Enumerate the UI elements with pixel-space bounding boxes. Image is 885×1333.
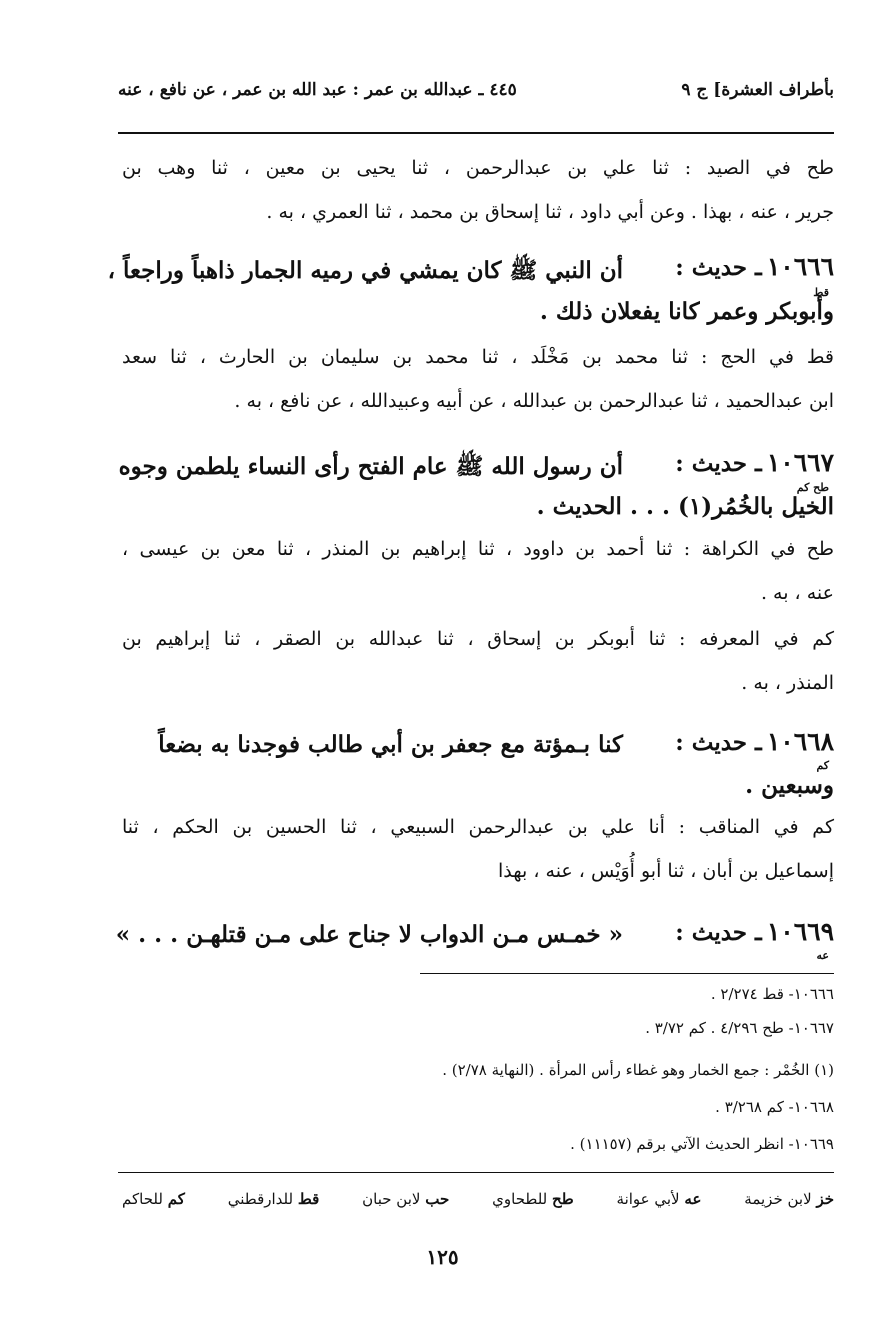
legend-name: لابن حبان [362, 1190, 421, 1208]
isnad-line: ابن عبدالحميد ، ثنا عبدالرحمن بن عبدالله ، عن أبيه وعبيدالله ، عن نافع ، به . [234, 390, 834, 412]
hadith-text-line: وسبعين . [745, 772, 834, 799]
hadith-heading [675, 252, 834, 281]
isnad-line: المنذر ، به . [741, 672, 834, 694]
hadith-heading [675, 727, 834, 756]
legend-entry [744, 1192, 834, 1207]
legend-code: خز [816, 1190, 834, 1208]
source-codes: قط [813, 286, 829, 299]
running-head-section: ٤٤٥ ـ عبدالله بن عمر : عبد الله بن عمر ، عن نافع ، عنه [118, 80, 517, 100]
hadith-number: ١٠٦٦٩ [766, 917, 834, 946]
abbreviation-legend [122, 1192, 834, 1207]
isnad-line: طح في الكراهة : ثنا أحمد بن داوود ، ثنا إبراهيم بن المنذر ، ثنا معن بن عيسى ، [122, 538, 834, 560]
source-codes: عه [816, 949, 829, 962]
footnote-rule [420, 973, 834, 974]
hadith-heading [675, 448, 834, 477]
footnote: ١٠٦٦٧- طح ٤/٢٩٦ . كم ٣/٧٢ . [645, 1019, 834, 1037]
legend-name: للحاكم [122, 1190, 163, 1208]
legend-name: لأبي عوانة [616, 1190, 680, 1208]
running-head-book: بأطراف العشرة] ج ٩ [681, 80, 834, 100]
legend-rule [118, 1172, 834, 1173]
hadith-text-line: وأبوبكر وعمر كانا يفعلان ذلك . [539, 298, 834, 325]
hadith-number: ١٠٦٦٨ [766, 727, 834, 756]
hadith-text-line: كنا بـمؤتة مع جعفر بن أبي طالب فوجدنا به بضعاً [158, 731, 623, 758]
footnote: ١٠٦٦٩- انظر الحديث الآتي برقم (١١١٥٧) . [570, 1135, 834, 1153]
footnote: ١٠٦٦٨- كم ٣/٢٦٨ . [715, 1098, 834, 1116]
hadith-label: ـ حديث : [675, 919, 762, 946]
legend-code: طح [552, 1190, 574, 1208]
isnad-line: عنه ، به . [760, 582, 834, 604]
legend-code: عه [684, 1190, 702, 1208]
source-codes: طح كم [796, 481, 829, 494]
legend-entry [617, 1192, 702, 1207]
isnad-line: طح في الصيد : ثنا علي بن عبدالرحمن ، ثنا يحيى بن معين ، ثنا وهب بن [122, 157, 834, 179]
legend-name: للدارقطني [227, 1190, 294, 1208]
source-codes: كم [816, 759, 829, 772]
header-rule [118, 132, 834, 134]
hadith-label: ـ حديث : [675, 254, 762, 281]
legend-name: لابن خزيمة [744, 1190, 812, 1208]
legend-name: للطحاوي [492, 1190, 548, 1208]
isnad-line: كم في المعرفه : ثنا أبوبكر بن إسحاق ، ثنا عبدالله بن الصقر ، ثنا إبراهيم بن [122, 628, 834, 650]
footnote: ١٠٦٦٦- قط ٢/٢٧٤ . [710, 985, 834, 1003]
isnad-line: كم في المناقب : أنا علي بن عبدالرحمن السبيعي ، ثنا الحسين بن الحكم ، ثنا [122, 816, 834, 838]
hadith-text-line: أن النبي ﷺ كان يمشي في رميه الجمار ذاهباً وراجعاً ، [107, 257, 623, 284]
hadith-heading [675, 917, 834, 946]
legend-entry [362, 1192, 449, 1207]
legend-entry [122, 1192, 185, 1207]
hadith-text-line: الخيل بالخُمُر(١) . . . الحديث . [536, 493, 834, 520]
hadith-label: ـ حديث : [675, 729, 762, 756]
legend-code: كم [167, 1190, 185, 1208]
isnad-line: إسماعيل بن أبان ، ثنا أبو أُوَيْس ، عنه ، بهذا [498, 860, 834, 882]
hadith-label: ـ حديث : [675, 450, 762, 477]
isnad-line: قط في الحج : ثنا محمد بن مَخْلَد ، ثنا محمد بن سليمان بن الحارث ، ثنا سعد [122, 346, 834, 368]
legend-code: قط [297, 1190, 320, 1208]
legend-entry [228, 1192, 320, 1207]
page-number: ١٢٥ [426, 1245, 459, 1269]
isnad-line: جرير ، عنه ، بهذا . وعن أبي داود ، ثنا إسحاق بن محمد ، ثنا العمري ، به . [266, 201, 834, 223]
legend-entry [492, 1192, 573, 1207]
footnote: (١) الخُمْر : جمع الخمار وهو غطاء رأس المرأة . (النهاية ٢/٧٨) . [442, 1061, 834, 1079]
hadith-text-line: « خمـس مـن الدواب لا جناح على مـن قتلهـن . . . » [115, 921, 623, 948]
legend-code: حب [425, 1190, 450, 1208]
hadith-text-line: أن رسول الله ﷺ عام الفتح رأى النساء يلطمن وجوه [118, 453, 623, 480]
hadith-number: ١٠٦٦٧ [766, 448, 834, 477]
hadith-number: ١٠٦٦٦ [766, 252, 834, 281]
